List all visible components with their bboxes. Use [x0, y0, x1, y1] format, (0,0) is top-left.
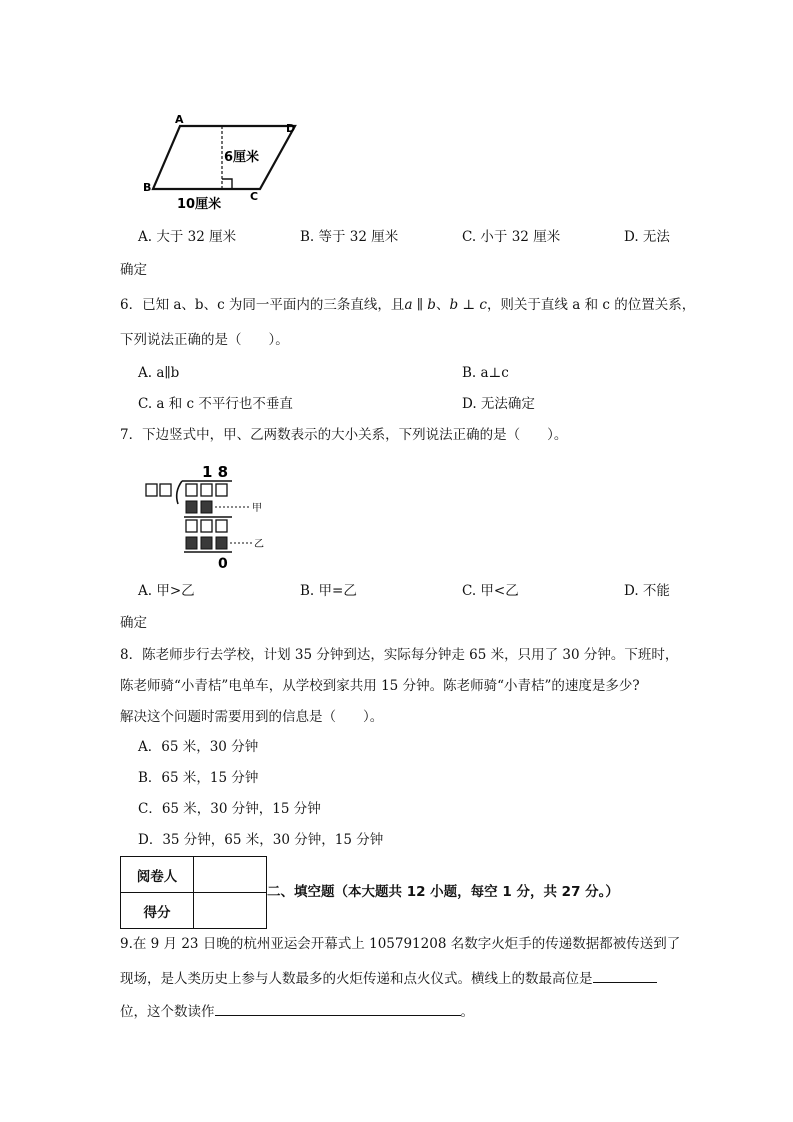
long-division-figure: [140, 460, 280, 572]
yi-box: [201, 537, 212, 549]
q6-option-b[interactable]: B. a⊥c: [462, 365, 509, 381]
q7-option-c[interactable]: C. 甲<乙: [462, 583, 519, 599]
q5-option-d[interactable]: D. 无法: [624, 229, 670, 245]
q7-option-a[interactable]: A. 甲>乙: [138, 583, 195, 599]
score-box: [120, 856, 267, 929]
right-angle-mark: [222, 179, 232, 189]
q5-option-b[interactable]: B. 等于 32 厘米: [300, 229, 399, 245]
q9-question-line1: 9.在 9 月 23 日晚的杭州亚运会开幕式上 105791208 名数字火炬手的传递数据都被传送到了: [120, 936, 681, 952]
q5-option-d-wrap: 确定: [120, 262, 147, 278]
yi-box: [216, 537, 227, 549]
q6-option-c[interactable]: C. a 和 c 不平行也不垂直: [138, 396, 293, 412]
q9-line2-text: 现场，是人类历史上参与人数最多的火炬传递和点火仪式。横线上的数最高位是: [120, 971, 593, 987]
dividend-box: [216, 484, 227, 496]
jia-label: 甲: [252, 503, 262, 514]
q6-text-post: ，则关于直线 a 和 c 的位置关系，: [486, 297, 696, 313]
q9-question-line3: [120, 1001, 474, 1021]
q8-question-line1: 8．陈老师步行去学校，计划 35 分钟到达，实际每分钟走 65 米，只用了 30 分钟。下班时，: [120, 647, 679, 663]
q6-option-a[interactable]: A. a∥b: [138, 365, 180, 381]
vertex-c-label: C: [250, 190, 259, 203]
base-label: 10厘米: [177, 197, 222, 212]
number-reading-blank[interactable]: [215, 1001, 461, 1016]
q6-separator: 、: [435, 297, 450, 313]
reviewer-label: 阅卷人: [121, 857, 194, 893]
q6-relation-2: b ⊥ c: [449, 297, 487, 313]
q5-option-a[interactable]: A. 大于 32 厘米: [138, 229, 237, 245]
q5-option-c[interactable]: C. 小于 32 厘米: [462, 229, 561, 245]
quotient: 1 8: [202, 463, 229, 481]
score-label: 得分: [121, 893, 194, 929]
remainder: 0: [218, 556, 228, 572]
division-bracket: [177, 481, 182, 504]
score-cell[interactable]: [194, 893, 267, 929]
highest-place-blank[interactable]: [593, 968, 657, 983]
parallelogram-figure: [140, 112, 310, 212]
partial-box: [186, 520, 197, 532]
q7-question: 7．下边竖式中，甲、乙两数表示的大小关系，下列说法正确的是（ ）。: [120, 427, 568, 443]
reviewer-cell[interactable]: [194, 857, 267, 893]
partial-box: [201, 520, 212, 532]
vertex-d-label: D: [286, 122, 296, 135]
q9-line3-pre: 位，这个数读作: [120, 1004, 215, 1020]
partial-box: [216, 520, 227, 532]
divisor-box: [146, 484, 157, 496]
section-2-title: 二、填空题（本大题共 12 小题，每空 1 分，共 27 分。）: [267, 884, 619, 900]
q6-question-line1: [120, 296, 695, 314]
dividend-box: [186, 484, 197, 496]
q9-line3-post: 。: [460, 1004, 474, 1020]
q8-option-c[interactable]: C．65 米，30 分钟，15 分钟: [138, 801, 321, 817]
q8-question-line2: 陈老师骑“小青桔”电单车，从学校到家共用 15 分钟。陈老师骑“小青桔”的速度是多少?: [120, 678, 640, 694]
q7-option-b[interactable]: B. 甲=乙: [300, 583, 357, 599]
q8-question-line3: 解决这个问题时需要用到的信息是（ ）。: [120, 709, 384, 725]
jia-box: [186, 501, 197, 513]
dividend-box: [201, 484, 212, 496]
divisor-box: [160, 484, 171, 496]
q8-option-d[interactable]: D．35 分钟，65 米，30 分钟，15 分钟: [138, 832, 384, 848]
q8-option-b[interactable]: B．65 米，15 分钟: [138, 770, 259, 786]
height-label: 6厘米: [224, 150, 260, 165]
q7-option-d-wrap: 确定: [120, 615, 147, 631]
q7-option-d[interactable]: D. 不能: [624, 583, 670, 599]
q8-option-a[interactable]: A．65 米，30 分钟: [138, 739, 259, 755]
q9-question-line2: [120, 968, 657, 988]
vertex-a-label: A: [175, 113, 184, 126]
q6-option-d[interactable]: D. 无法确定: [462, 396, 535, 412]
q6-text-pre: 6．已知 a、b、c 为同一平面内的三条直线，且: [120, 297, 405, 313]
jia-box: [201, 501, 212, 513]
yi-label: 乙: [254, 539, 264, 550]
yi-box: [186, 537, 197, 549]
vertex-b-label: B: [143, 181, 152, 194]
q6-question-line2: 下列说法正确的是（ ）。: [120, 332, 289, 348]
q6-relation-1: a ∥ b: [404, 297, 436, 313]
